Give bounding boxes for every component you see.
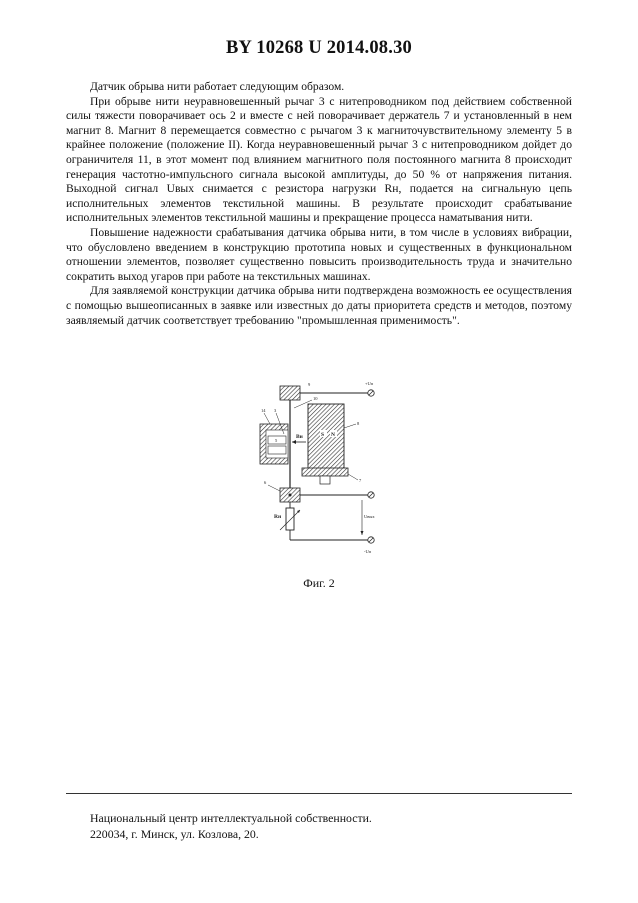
paragraph-4: Для заявляемой конструкции датчика обрыва нити подтверждена возможность ее осуществления с помощью вышеописанных в заявке или известных до даты приоритета средств и методов, поэтому заявляемый датчик соответствует требованию "промышленная применимость".: [66, 284, 572, 327]
footer-divider: [66, 793, 572, 794]
paragraph-2: При обрыве нити неуравновешенный рычаг 3 с нитепроводником под действием собственной силы тяжести поворачивает ось 2 и вместе с ней поворачивает держатель 7 и установленный в нем магнит 8. Магнит 8 перемещается совместно с рычагом 3 к магниточувствительному элементу 5 в крайнее положение (положение II). Когда неуравновешенный рычаг 3 с нитепроводником дойдет до ограничителя 11, в этот момент под влиянием магнитного поля постоянного магнита 8 происходит генерация частотно-импульсного сигнала высокой амплитуды, до 50 % от напряжения питания. Выходной сигнал Uвых снимается с резистора нагрузки Rн, подается на сигнальную цепь исполнительных элементов текстильной машины. В результате происходит срабатывание исполнительных элементов текстильной машины и прекращение процесса наматывания нити.: [66, 94, 572, 225]
description-body: [66, 80, 572, 328]
label-plus-supply: +Uп: [365, 381, 374, 386]
holder-stem: [320, 476, 330, 484]
schematic-drawing: [250, 378, 394, 570]
load-resistor: [286, 508, 294, 530]
label-minus-supply: -Uп: [364, 549, 372, 554]
top-contact-block: [280, 386, 300, 400]
publisher-footer: [90, 810, 372, 842]
paragraph-3: Повышение надежности срабатывания датчика обрыва нити, в том числе в условиях вибрации, что обусловлено введением в конструкцию прототипа новых и существенных в функциональном отношении элементов, позволяет существенно повысить производительность труда и значительно сократить выход угаров при работе на текстильных машинах.: [66, 225, 572, 283]
label-3: 3: [274, 408, 277, 413]
label-9: 9: [308, 382, 311, 387]
label-bn: Вн: [296, 434, 303, 440]
label-10: 10: [313, 396, 318, 401]
junction-node: [289, 494, 292, 497]
figure-caption: Фиг. 2: [303, 576, 335, 590]
label-7: 7: [359, 478, 362, 483]
label-6: 6: [264, 480, 267, 485]
label-8: 8: [357, 421, 360, 426]
label-n-pole: N: [331, 432, 335, 438]
paragraph-1: Датчик обрыва нити работает следующим образом.: [90, 80, 345, 93]
label-s-pole: S: [321, 432, 325, 438]
label-rn: Rн: [274, 514, 282, 520]
label-14: 14: [261, 408, 266, 413]
label-uout: Uвых: [364, 514, 375, 519]
holder-7: [302, 468, 348, 476]
sensor-base-plate: [268, 446, 286, 454]
publisher-name: Национальный центр интеллектуальной собственности.: [90, 811, 372, 825]
leader-8: [344, 424, 356, 428]
label-5: 5: [275, 438, 278, 443]
publisher-address: 220034, г. Минск, ул. Козлова, 20.: [90, 827, 259, 841]
sensor-schematic-figure: [250, 378, 394, 570]
patent-number-header: BY 10268 U 2014.08.30: [226, 38, 412, 58]
